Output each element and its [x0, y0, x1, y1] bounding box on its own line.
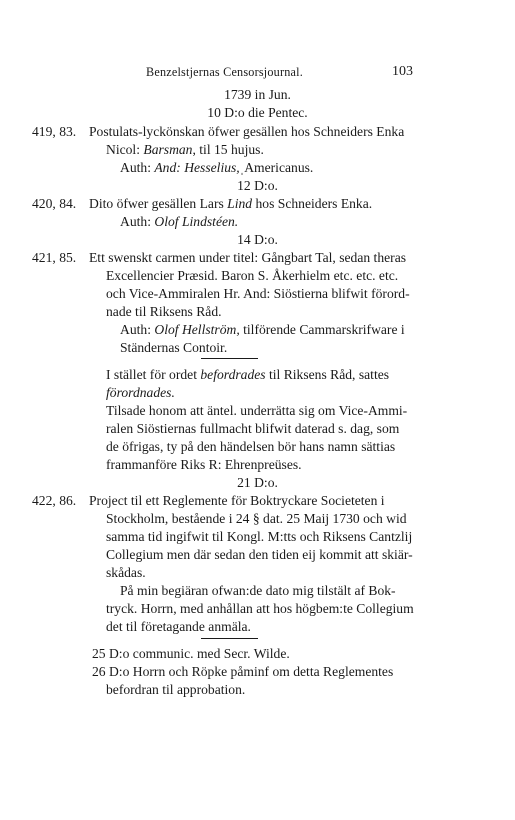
entry-line: samma tid ingifwit til Kongl. M:tts och Riksens Cantzlij [106, 529, 413, 544]
author-line: Ständernas Contoir. [120, 340, 228, 355]
entry-line: Project til ett Reglemente för Boktryckare Societeten i [89, 493, 385, 508]
divider-rule [201, 638, 258, 639]
page-number: 103 [392, 64, 413, 79]
entry-line: Stockholm, bestående i 24 § dat. 25 Maij 1730 och wid [106, 511, 407, 526]
entry-line: Collegium men där sedan den tiden eij kommit att skiär- [106, 547, 413, 562]
note-line: Tilsade honom att äntel. underrätta sig om Vice-Ammi- [106, 403, 408, 418]
note-line: de öfrigas, ty på den händelsen bör hans namn sättias [106, 439, 396, 454]
day-line: 12 D:o. [237, 178, 278, 193]
author-line: Auth: Olof Lindstéen. [120, 214, 239, 229]
entry-line: Nicol: Barsman, til 15 hujus. [106, 142, 264, 157]
running-title: Benzelstjernas Censorsjournal. [146, 65, 303, 79]
divider-rule [201, 358, 258, 359]
note-line: frammanföre Riks R: Ehrenpreüses. [106, 457, 302, 472]
entry-number: 422, 86. [32, 493, 77, 508]
entry-line: Dito öfwer gesällen Lars Lind hos Schneiders Enka. [89, 196, 373, 211]
author-line: Auth: And: Hesselius,ˌAmericanus. [120, 160, 314, 175]
entry-line: skådas. [106, 565, 146, 580]
entry-number: 419, 83. [32, 124, 77, 139]
entry-line: Ett swenskt carmen under titel: Gångbart Tal, sedan theras [89, 250, 407, 265]
entry-line: På min begiäran ofwan:de dato mig tilstält af Bok- [120, 583, 396, 598]
entry-line: Postulats-lyckönskan öfwer gesällen hos Schneiders Enka [89, 124, 405, 139]
note-line: förordnades. [106, 385, 175, 400]
author-line: Auth: Olof Hellström, tilförende Cammarskrifware i [120, 322, 405, 337]
entry-line: och Vice-Ammiralen Hr. And: Siöstierna blifwit förord- [106, 286, 410, 301]
closing-line: 25 D:o communic. med Secr. Wilde. [92, 646, 290, 661]
day-line: 14 D:o. [237, 232, 278, 247]
date-line: 1739 in Jun. [224, 87, 291, 102]
entry-line: tryck. Horrn, med anhållan att hos högbem:te Collegium [106, 601, 414, 616]
entry-line: det til företagande anmäla. [106, 619, 251, 634]
day-line: 10 D:o die Pentec. [207, 105, 308, 120]
day-line: 21 D:o. [237, 475, 278, 490]
closing-line: befordran til approbation. [106, 682, 246, 697]
entry-line: Excellencier Præsid. Baron S. Åkerhielm etc. etc. etc. [106, 268, 399, 283]
closing-line: 26 D:o Horrn och Röpke påminf om detta Reglementes [92, 664, 394, 679]
note-line: ralen Siöstiernas fullmacht blifwit daterad s. dag, som [106, 421, 400, 436]
entry-line: nade til Riksens Råd. [106, 304, 222, 319]
note-line: I stället för ordet befordrades til Riksens Råd, sattes [106, 367, 390, 382]
entry-number: 421, 85. [32, 250, 77, 265]
entry-number: 420, 84. [32, 196, 77, 211]
